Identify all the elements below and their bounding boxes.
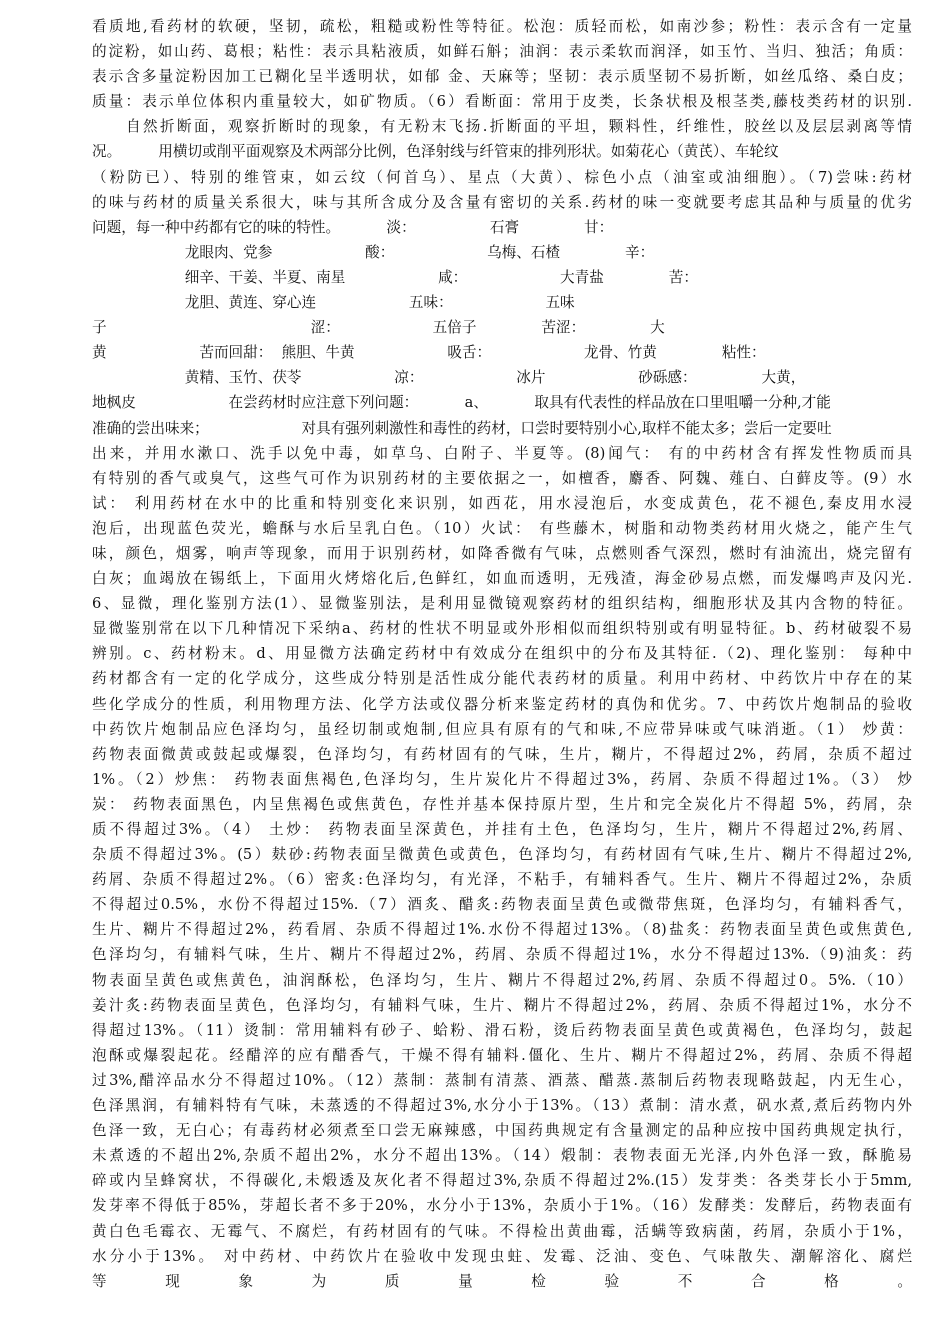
text-line: 辨别。c、药材粉末。d、用显微方法确定药材中有效成分在组织中的分布及其特征.（2)、理化鉴别： 每种中 bbox=[92, 645, 912, 663]
text-line: 姜汁炙:药物表面呈黄色，色泽均匀，有辅料气味，生片、糊片不得超过2%，药屑、杂质不得超过1%，水分不 bbox=[92, 996, 912, 1014]
text-line: 泡后，出现蓝色荧光，蟾酥与水后呈乳白色。（10）火试： 有些藤木，树脂和动物类药材用火烧之，能产生气 bbox=[92, 519, 912, 537]
text-line: 药材都含有一定的化学成分，这些成分特别是活性成分能代表药材的质量。利用中药材、中药饮片中存在的某 bbox=[92, 670, 912, 688]
text-line: 炭： 药物表面黑色，内呈焦褐色或焦黄色，存性并基本保持原片型，生片和完全炭化片不得超 5%，药屑，杂 bbox=[92, 795, 912, 813]
text-line: 中药饮片炮制品应色泽均匀，虽经切制或炮制,但应具有原有的气和味,不应带异味或气味消逝。（1） 炒黄： bbox=[92, 720, 912, 738]
text-line: 龙眼肉、党参 酸： 乌梅、石楂 辛： bbox=[92, 243, 655, 261]
text-line: 未煮透的不超出2%,杂质不超出2%，水分不超出13%。（14）煅制：表物表面无光泽,内外色泽一致，酥脆易 bbox=[92, 1147, 912, 1165]
text-line: 龙胆、黄连、穿心连 五味： 五味 bbox=[92, 294, 575, 312]
text-line: 黄 苦而回甜： 熊胆、牛黄 吸舌： 龙骨、竹黄 粘性： bbox=[92, 344, 766, 362]
text-line: 的味与药材的质量关系很大，味与其所含成分及含量有密切的关系.药材的味一变就要考虑其品种与质量的优劣 bbox=[92, 193, 912, 211]
text-line: 有特别的香气或臭气，这些气可作为识别药材的主要依据之一，如檀香，麝香、阿魏、薤白、白藓皮等。(9）水 bbox=[92, 469, 912, 487]
text-line: 发芽率不得低于85%，芽超长者不多于20%，水分小于13%，杂质小于1%。（16）发酵类：发酵后，药物表面有 bbox=[92, 1197, 912, 1215]
text-line: 地枫皮 在尝药材时应注意下列问题： a、 取具有代表性的样品放在口里咀嚼一分种,才能 bbox=[92, 394, 831, 412]
text-line: 药物表面微黄或鼓起或爆裂，色泽均匀，有药材固有的气味，生片，糊片，不得超过2%，药屑，杂质不超过 bbox=[92, 745, 912, 763]
document-body bbox=[92, 14, 912, 1344]
text-line: 黄精、玉竹、茯苓 凉： 冰片 砂砾感： 大黄， bbox=[92, 369, 806, 387]
text-line: 泡酥或爆裂起花。经醋淬的应有醋香气，干燥不得有辅料.僵化、生片、糊片不得超过2%，药屑、杂质不得超 bbox=[92, 1046, 912, 1064]
text-line bbox=[92, 1294, 912, 1319]
text-line: 细辛、干姜、半夏、南星 咸： 大青盐 苦： bbox=[92, 268, 698, 286]
text-line: 碎或内呈蜂窝状，不得碳化,未煅透及灰化者不得超过3%,杂质不得超过2%.(15）发芽类：各类芽长小于5mm, bbox=[92, 1172, 912, 1190]
text-line: 白灰；血竭放在锡纸上，下面用火烤熔化后,色鲜红，如血而透明，无残渣，海金砂易点燃，而发爆鸣声及闪光. bbox=[92, 570, 912, 588]
text-line bbox=[92, 1319, 912, 1344]
text-line: 准确的尝出味来； 对具有强列刺激性和毒性的药材，口尝时要特别小心,取样不能太多；尝后一定要吐 bbox=[92, 419, 832, 437]
text-line: 质量：表示单位体积内重量较大，如矿物质。（6）看断面：常用于皮类，长条状根及根茎类,藤枝类药材的识别. bbox=[92, 93, 912, 111]
text-line: 6、显微，理化鉴别方法(1）、显微鉴别法，是利用显微镜观察药材的组织结构，细胞形状及其内含物的特征。 bbox=[92, 595, 912, 613]
text-line: 1%。（2）炒焦： 药物表面焦褐色,色泽均匀，生片炭化片不得超过3%，药屑、杂质不得超过1%。（3） 炒 bbox=[92, 770, 912, 788]
text-line: 黄白色毛霉衣、无霉气、不腐烂，有药材固有的气味。不得检出黄曲霉，活螨等致病菌，药屑，杂质小于1%， bbox=[92, 1222, 912, 1240]
text-line: 味，颜色，烟雾，响声等现象，而用于识别药材，如降香微有气味，点燃则香气深烈，燃时有油流出，烧完留有 bbox=[92, 544, 912, 562]
text-line: 些化学成分的性质，利用物理方法、化学方法或仪器分析来鉴定药材的真伪和优劣。7、中药饮片炮制品的验收 bbox=[92, 695, 912, 713]
text-line: 况。 用横切或削平面观察及术两部分比例，色泽射线与纤管束的排列形状。如菊花心（黄芪）、车轮纹 bbox=[92, 143, 779, 161]
text-line: 色泽均匀，有辅料气味，生片、糊片不得超过2%，药屑、杂质不得超过1%，水分不得超过13%.（9)油炙：药 bbox=[92, 946, 912, 964]
text-line: 试： 利用药材在水中的比重和特别变化来识别，如西花，用水浸泡后，水变成黄色，花不褪色,秦皮用水浸 bbox=[92, 494, 912, 512]
text-line: （粉防已）、特别的维管束，如云纹（何首乌）、星点（大黄）、棕色小点（油室或油细胞）。（7)尝味:药材 bbox=[92, 168, 912, 186]
text-line: 药屑、杂质不得超过2%。（6）密炙:色泽均匀，有光泽，不粘手，有辅料香气。生片、糊片不得超过2%，杂质 bbox=[92, 871, 912, 889]
text-line: 过3%,醋淬品水分不得超过10%。（12）蒸制：蒸制有清蒸、酒蒸、醋蒸.蒸制后药物表现略鼓起，内无生心， bbox=[92, 1071, 912, 1089]
text-line: 的淀粉，如山药、葛根；粘性：表示具粘液质，如鲜石斛；油润：表示柔软而润泽，如玉竹、当归、独活；角质： bbox=[92, 43, 912, 61]
text-line: 显微鉴别常在以下几种情况下采纳a、药材的性状不明显或外形相似而组织特别或有明显特征。b、药材破裂不易 bbox=[92, 620, 912, 638]
text-line: 看质地,看药材的软硬，坚韧，疏松，粗糙或粉性等特征。松泡：质轻而松，如南沙参；粉性：表示含有一定量 bbox=[92, 18, 912, 35]
text-line: 水分小于13%。 对中药材、中药饮片在验收中发现虫蛀、发霉、泛油、变色、气味散失、潮解溶化、腐烂 bbox=[92, 1247, 912, 1265]
text-line: 杂质不得超过3%。(5）麸砂:药物表面呈微黄色或黄色，色泽均匀，有药材固有气味,生片、糊片不得超过2%, bbox=[92, 846, 912, 864]
text-line: 生片、糊片不得超过2%，药看屑、杂质不得超过1%.水份不得超过13%。（8)盐炙：药物表面呈黄色或焦黄色, bbox=[92, 921, 912, 939]
text-line: 色泽黑润，有辅料特有气味，未蒸透的不得超过3%,水分小于13%。（13）煮制：清水煮，矾水煮,煮后药物内外 bbox=[92, 1097, 912, 1115]
text-line: 表示含多量淀粉因加工已糊化呈半透明状，如郁 金、天麻等；坚韧：表示质坚韧不易折断，如丝瓜络、桑白皮； bbox=[92, 68, 912, 86]
text-line: 自然折断面，观察折断时的现象，有无粉末飞扬.折断面的平坦，颗料性，纤维性，胶丝以及层层剥离等情 bbox=[126, 118, 912, 136]
text-line: 色泽一致，无白心；有毒药材必须煮至口尝无麻辣感，中国药典规定有含量测定的品种应按中国药典规定执行， bbox=[92, 1122, 912, 1140]
text-line: 得超过13%。（11）烫制：常用辅料有砂子、蛤粉、滑石粉，烫后药物表面呈黄色或黄褐色，色泽均匀，鼓起 bbox=[92, 1021, 912, 1039]
text-line: 等现象为质量检验不合格。 bbox=[92, 1272, 912, 1290]
text-line: 质不得超过3%。（4） 土炒： 药物表面呈深黄色，并挂有土色，色泽均匀，生片，糊片不得超过2%,药屑、 bbox=[92, 821, 912, 838]
text-line: 出来，并用水漱口、洗手以免中毒，如草乌、白附子、半夏等。(8)闻气： 有的中药材含有挥发性物质而具 bbox=[92, 444, 912, 462]
text-line: 子 涩： 五倍子 苦涩： 大 bbox=[92, 319, 665, 337]
text-line: 不得超过0.5%，水份不得超过15%.（7）酒炙、醋炙:药物表面呈黄色或微带焦斑，色泽均匀，有辅料香气， bbox=[92, 896, 912, 914]
text-line: 问题，每一种中药都有它的味的特性。 淡： 石膏 甘： bbox=[92, 218, 614, 236]
text-line: 物表面呈黄色或焦黄色，油润酥松，色泽均匀，生片、糊片不得超过2%,药屑、杂质不得超过0。5%.（10） bbox=[92, 971, 912, 989]
